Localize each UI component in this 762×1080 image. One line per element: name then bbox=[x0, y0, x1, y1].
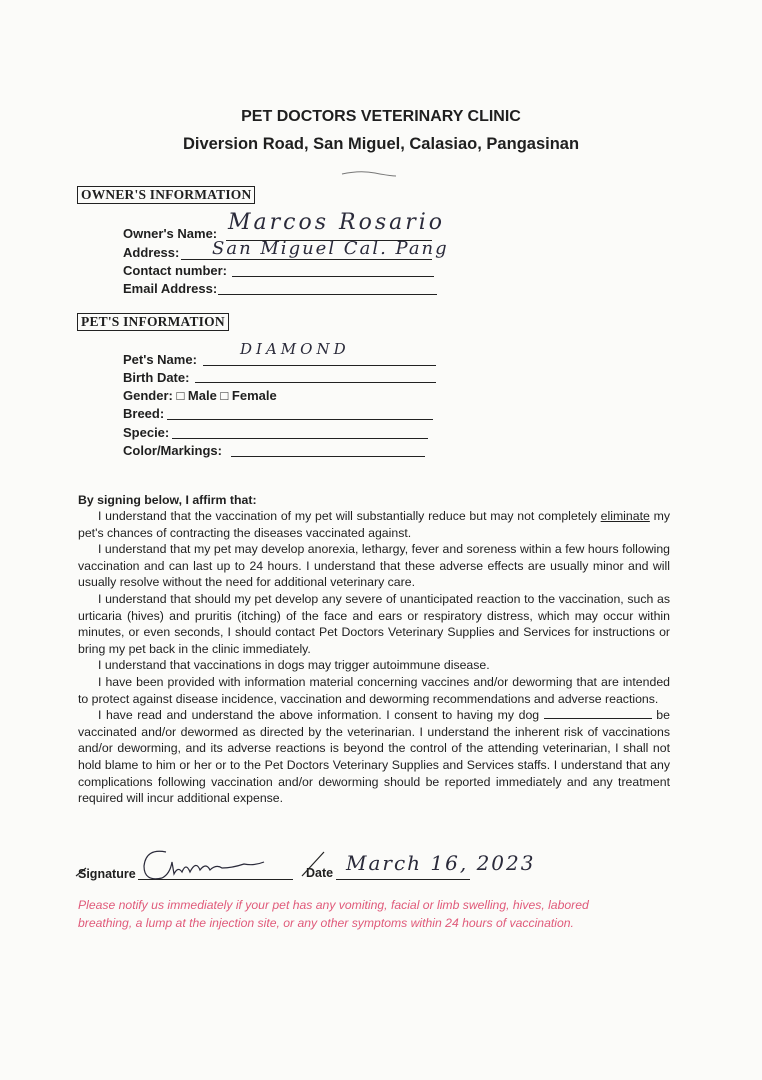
footer-note: Please notify us immediately if your pet has any vomiting, facial or limb swelling, hives, labored breathing, a lump at the injection site, or any other symptoms within 24 hours of vaccination. bbox=[78, 898, 589, 930]
date-check-mark bbox=[298, 846, 328, 882]
contact-number-line[interactable] bbox=[232, 276, 434, 277]
date-label: Date bbox=[306, 866, 334, 880]
pet-name-line[interactable] bbox=[203, 365, 436, 366]
owner-name-label: Owner's Name: bbox=[123, 226, 218, 241]
signature-mark bbox=[74, 840, 304, 890]
clinic-name: PET DOCTORS VETERINARY CLINIC bbox=[241, 108, 521, 125]
specie-line[interactable] bbox=[172, 438, 428, 439]
color-markings-label: Color/Markings: bbox=[123, 443, 222, 458]
affirm-p6-b: be vaccinated and/or dewormed as directed by the veterinarian. I understand the inherent risk of vaccinations and/or deworming, and its adverse reactions is beyond the control of the attending veterinarian, I shall not hold blame to him or her or to the Pet Doctors Veterinary Supplies and Services staffs. I understand that any complications following vaccination and/or deworming should be reported immediately and any treatment required will incur additional expense. bbox=[78, 708, 670, 806]
owner-section-title: OWNER'S INFORMATION bbox=[77, 186, 255, 204]
breed-line[interactable] bbox=[167, 419, 433, 420]
signature-label: Signature bbox=[78, 867, 136, 881]
contact-number-label: Contact number: bbox=[123, 263, 227, 278]
email-line[interactable] bbox=[218, 294, 437, 295]
affirm-paragraph-4: I understand that vaccinations in dogs may trigger autoimmune disease. bbox=[98, 658, 490, 673]
owner-address-line[interactable] bbox=[181, 259, 432, 260]
affirm-paragraph-5: I have been provided with information material concerning vaccines and/or deworming that are intended to protect against disease incidence, vaccination and deworming recommendations and adverse reactions. bbox=[78, 674, 670, 706]
pet-name-label: Pet's Name: bbox=[123, 352, 197, 367]
birth-date-label: Birth Date: bbox=[123, 370, 190, 385]
affirm-paragraph-2: I understand that my pet may develop anorexia, lethargy, fever and soreness within a few hours following vaccination and can last up to 24 hours. I understand that these adverse effects are usually minor and will usually resolve without the need for additional veterinary care. bbox=[78, 542, 670, 590]
breed-label: Breed: bbox=[123, 406, 165, 421]
affirm-p1-b: my pet's chances of contracting the diseases vaccinated against. bbox=[78, 509, 671, 540]
gender-label[interactable]: Gender: □ Male □ Female bbox=[123, 388, 277, 403]
affirm-body bbox=[78, 508, 670, 807]
pet-section-title: PET'S INFORMATION bbox=[77, 313, 229, 331]
color-markings-line[interactable] bbox=[231, 456, 425, 457]
affirm-paragraph-3: I understand that should my pet develop any severe of unanticipated reaction to the vaccination, such as urticaria (hives) and pruritis (itching) of the face and ears or respiratory distress, which may occur within minutes, or even seconds, I should contact Pet Doctors Veterinary Supplies and Services for instructions or bring my pet back in the clinic immediately. bbox=[78, 591, 670, 656]
affirm-p1-a: I understand that the vaccination of my pet will substantially reduce but may not completely bbox=[98, 509, 601, 523]
date-line[interactable] bbox=[336, 879, 470, 880]
date-value: March 16, 2023 bbox=[346, 851, 536, 875]
email-label: Email Address: bbox=[123, 281, 218, 296]
affirm-paragraph-1 bbox=[78, 508, 670, 541]
affirm-p6-a: I have read and understand the above information. I consent to having my dog bbox=[98, 708, 544, 723]
owner-address-value: San Miguel Cal. Pang bbox=[212, 238, 449, 259]
affirm-p1-underlined: eliminate bbox=[600, 509, 650, 523]
affirm-lead: By signing below, I affirm that: bbox=[78, 493, 257, 507]
owner-address-label: Address: bbox=[123, 245, 180, 260]
clinic-address: Diversion Road, San Miguel, Calasiao, Pangasinan bbox=[182, 135, 580, 153]
pet-name-value: DIAMOND bbox=[240, 340, 350, 358]
affirm-paragraph-6 bbox=[78, 707, 670, 807]
dog-name-blank[interactable] bbox=[544, 708, 652, 719]
owner-name-value: Marcos Rosario bbox=[228, 210, 446, 235]
decorative-squiggle bbox=[340, 166, 400, 180]
birth-date-line[interactable] bbox=[195, 382, 436, 383]
specie-label: Specie: bbox=[123, 425, 170, 440]
